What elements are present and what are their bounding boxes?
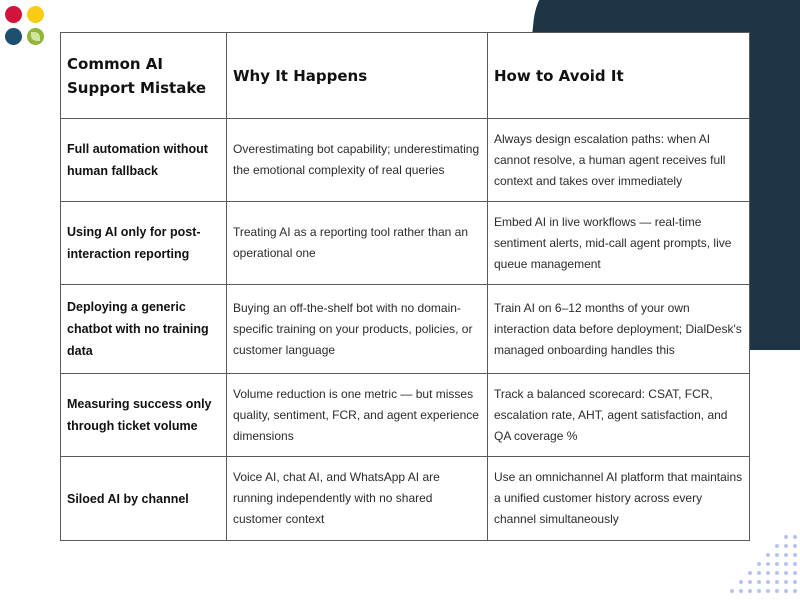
pattern-dot (757, 562, 761, 566)
pattern-dot (784, 544, 788, 548)
pattern-dot (793, 571, 797, 575)
pattern-dot (793, 580, 797, 584)
cell-avoid: Use an omnichannel AI platform that maintains a unified customer history across every channel simultaneously (488, 457, 750, 541)
brand-logo-icon (5, 6, 47, 48)
pattern-dot (775, 580, 779, 584)
pattern-dot (757, 589, 761, 593)
header-why: Why It Happens (227, 33, 488, 119)
cell-why: Voice AI, chat AI, and WhatsApp AI are running independently with no shared customer context (227, 457, 488, 541)
pattern-dot (784, 562, 788, 566)
pattern-dot (793, 589, 797, 593)
pattern-dot (784, 580, 788, 584)
pattern-dot (775, 544, 779, 548)
pattern-dot (766, 553, 770, 557)
cell-avoid: Train AI on 6–12 months of your own interaction data before deployment; DialDesk's managed onboarding handles this (488, 285, 750, 374)
pattern-dot (739, 580, 743, 584)
table-row (61, 374, 750, 457)
cell-mistake: Deploying a generic chatbot with no training data (61, 285, 227, 374)
mistakes-table (60, 32, 750, 541)
cell-mistake: Siloed AI by channel (61, 457, 227, 541)
pattern-dot (748, 589, 752, 593)
table-header-row (61, 33, 750, 119)
decorative-dot-pattern (730, 535, 800, 600)
cell-mistake: Full automation without human fallback (61, 119, 227, 202)
logo-blue-dot (5, 28, 22, 45)
pattern-dot (766, 589, 770, 593)
table-row (61, 285, 750, 374)
header-mistake: Common AI Support Mistake (61, 33, 227, 119)
pattern-dot (757, 571, 761, 575)
table-row (61, 119, 750, 202)
table-row (61, 202, 750, 285)
cell-mistake: Measuring success only through ticket volume (61, 374, 227, 457)
pattern-dot (775, 589, 779, 593)
cell-why: Buying an off-the-shelf bot with no domain-specific training on your products, policies, or customer language (227, 285, 488, 374)
pattern-dot (748, 580, 752, 584)
cell-avoid: Embed AI in live workflows — real-time sentiment alerts, mid-call agent prompts, live queue management (488, 202, 750, 285)
cell-avoid: Track a balanced scorecard: CSAT, FCR, escalation rate, AHT, agent satisfaction, and QA coverage % (488, 374, 750, 457)
pattern-dot (766, 580, 770, 584)
pattern-dot (793, 553, 797, 557)
cell-why: Treating AI as a reporting tool rather than an operational one (227, 202, 488, 285)
pattern-dot (739, 589, 743, 593)
pattern-dot (784, 571, 788, 575)
pattern-dot (766, 571, 770, 575)
logo-red-dot (5, 6, 22, 23)
cell-mistake: Using AI only for post-interaction reporting (61, 202, 227, 285)
pattern-dot (730, 589, 734, 593)
pattern-dot (775, 553, 779, 557)
cell-avoid: Always design escalation paths: when AI cannot resolve, a human agent receives full context and takes over immediately (488, 119, 750, 202)
table-row (61, 457, 750, 541)
pattern-dot (748, 571, 752, 575)
logo-yellow-dot (27, 6, 44, 23)
pattern-dot (793, 562, 797, 566)
pattern-dot (784, 553, 788, 557)
pattern-dot (775, 562, 779, 566)
header-avoid: How to Avoid It (488, 33, 750, 119)
pattern-dot (766, 562, 770, 566)
pattern-dot (793, 535, 797, 539)
cell-why: Volume reduction is one metric — but misses quality, sentiment, FCR, and agent experience dimensions (227, 374, 488, 457)
pattern-dot (757, 580, 761, 584)
pattern-dot (784, 589, 788, 593)
pattern-dot (784, 535, 788, 539)
pattern-dot (775, 571, 779, 575)
logo-leaf-icon (31, 32, 40, 41)
cell-why: Overestimating bot capability; underestimating the emotional complexity of real queries (227, 119, 488, 202)
pattern-dot (793, 544, 797, 548)
